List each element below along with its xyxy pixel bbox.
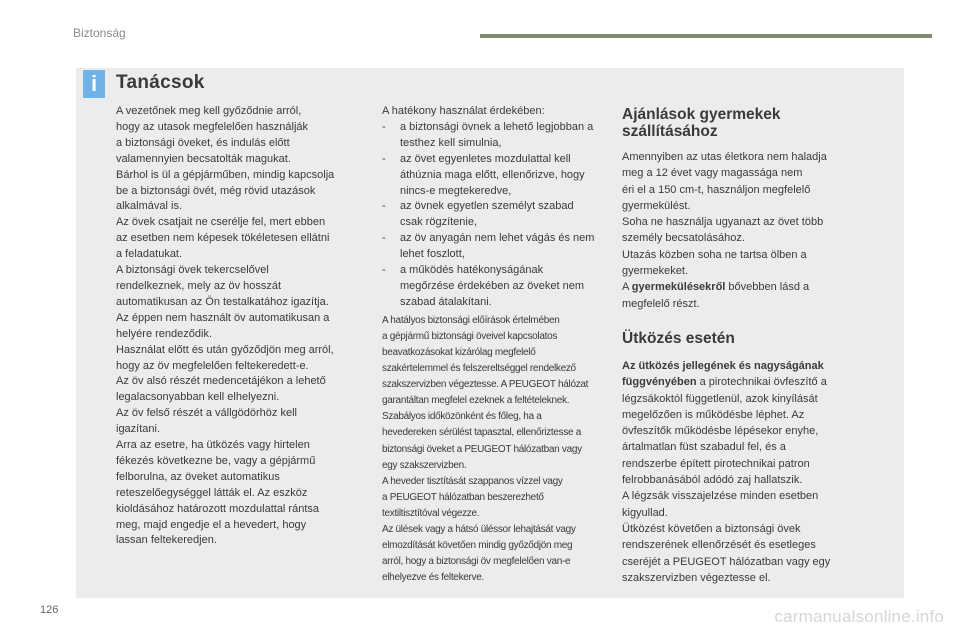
text-line: beavatkozásokat kizárólag megfelelő	[382, 346, 536, 358]
text-line: legalacsonyabban kell elhelyezni.	[116, 391, 280, 404]
text-line: arról, hogy a biztonsági öv megfelelően van-e	[382, 556, 571, 568]
text-line: fékezés következne be, vagy a gépjármű	[116, 454, 316, 467]
text-line: hevedereken sérülést tapasztal, ellenőriztesse a	[382, 427, 582, 439]
heading-line: szállításához	[622, 123, 718, 140]
text-line: szabad átalakítani.	[400, 295, 492, 308]
text-line: az esetben nem képesek tökéletesen ellátni	[116, 232, 330, 245]
panel-title: Tanácsok	[116, 72, 205, 93]
dash-bullet: -	[382, 120, 386, 133]
page-number: 126	[40, 604, 59, 616]
text-line: elhelyezve és feltekerve.	[382, 572, 485, 584]
text-line: elmozdítását követően mindig győződjön meg	[382, 540, 573, 552]
list-item	[382, 231, 627, 263]
text-line: alkalmával is.	[116, 200, 183, 213]
info-icon: i	[83, 70, 105, 98]
dash-bullet: -	[382, 152, 386, 165]
text-line: gyermekülést.	[622, 199, 691, 212]
text-line: Amennyiben az utas életkora nem haladja	[622, 151, 827, 163]
list-item	[382, 120, 627, 152]
text-line: A biztonsági övek tekercselővel	[116, 264, 269, 277]
section-label: Biztonság	[73, 26, 126, 40]
text-line: felborulna, az öveket automatikus	[116, 470, 280, 483]
text-line: hogy az utasok megfelelően használják	[116, 120, 309, 133]
text-line: nincs-e megtekeredve,	[400, 184, 512, 197]
text-line: szakszervizben végeztesse. A PEUGEOT hálózat	[382, 379, 589, 391]
text-line: légzsákoktól függetlenül, azok kinyílását	[622, 392, 818, 405]
text-line: egy szakszervizben.	[382, 459, 467, 471]
text-line: az öv anyagán nem lehet vágás és nem	[400, 232, 595, 245]
text-line: az övet egyenletes mozdulattal kell	[400, 152, 571, 165]
text-line: Szabályos időközönként és főleg, ha a	[382, 411, 542, 423]
text-line: lassan feltekeredjen.	[116, 534, 217, 547]
text-line: Az ütközés jellegének és nagyságának	[622, 359, 824, 372]
list-item-text	[400, 152, 627, 200]
dash-bullet: -	[382, 200, 386, 213]
text-line: A vezetőnek meg kell győződnie arról,	[116, 105, 302, 117]
text-line: függvényében a pirotechnikai övfeszítő a	[622, 376, 827, 389]
text-line: Az éppen nem használt öv automatikusan a	[116, 311, 330, 324]
text-line: meg, majd engedje el a hevedert, hogy	[116, 518, 307, 531]
collision-text	[622, 358, 890, 586]
column-3	[622, 104, 890, 586]
text-line: felrobbanásából adódó zaj hallatszik.	[622, 474, 803, 487]
text-line: a biztonsági öveket, és indulás előtt	[116, 136, 290, 149]
text-line: megelőzően is működésbe léphet. Az	[622, 408, 805, 421]
text-line: az övnek egyetlen személyt szabad	[400, 200, 574, 213]
text-line: be a biztonsági övét, még rövid utazások	[116, 184, 316, 197]
text-line: Az öv felső részét a vállgödörhöz kell	[116, 407, 297, 420]
text-line: textiltisztítóval végezze.	[382, 507, 480, 519]
text-line: A gyermekülésekről bővebben lásd a	[622, 281, 810, 294]
list-item	[382, 152, 627, 200]
text-line: A légzsák visszajelzése minden esetben	[622, 490, 819, 503]
list-item	[382, 263, 627, 311]
text-line: csak rögzítenie,	[400, 216, 478, 229]
column-1	[116, 104, 366, 549]
text-line: cseréjét a PEUGEOT hálózatban vagy egy	[622, 555, 831, 568]
text-line: övfeszítők működésbe lépésekor enyhe,	[622, 425, 819, 438]
text-line: gyermekeket.	[622, 265, 689, 278]
text-line: éri el a 150 cm-t, használjon megfelelő	[622, 183, 811, 196]
text-line: személy becsatolásához.	[622, 232, 745, 245]
text-line: a biztonsági övnek a lehető legjobban a	[400, 120, 594, 133]
text-line: kigyullad.	[622, 506, 668, 519]
child-transport-text	[622, 149, 890, 312]
text-line: Utazás közben soha ne tartsa ölben a	[622, 248, 807, 261]
text-line: garantáltan megfelel ezeknek a feltételeknek.	[382, 395, 570, 407]
text-line: a gépjármű biztonsági öveivel kapcsolatos	[382, 330, 558, 342]
child-transport-heading	[622, 106, 890, 140]
text-line: Arra az esetre, ha ütközés vagy hirtelen	[116, 439, 310, 452]
list-item	[382, 199, 627, 231]
text-line: szakszervizben végeztesse el.	[622, 571, 771, 584]
column-2	[382, 104, 627, 586]
text-line: valamennyien becsatolták magukat.	[116, 152, 291, 165]
list-item-text	[400, 199, 627, 231]
text-line: áthúznia maga előtt, ellenőrizve, hogy	[400, 168, 585, 181]
text-line: A heveder tisztítását szappanos vízzel vagy	[382, 475, 563, 487]
text-line: Bárhol is ül a gépjárműben, mindig kapcsolja	[116, 168, 335, 181]
text-line: biztonsági öveket a PEUGEOT hálózatban vagy	[382, 443, 582, 455]
text-line: automatikusan az Ön testalkatához igazítja.	[116, 295, 329, 308]
text-line: Az öv alsó részét medencetájékon a lehető	[116, 375, 326, 388]
text-line: Soha ne használja ugyanazt az övet több	[622, 216, 824, 229]
collision-heading: Ütközés esetén	[622, 329, 735, 347]
text-line: reteszelőegységgel látták el. Az eszköz	[116, 486, 308, 499]
text-line: rendelkeznek, mely az öv hosszát	[116, 279, 282, 292]
heading-line: Ajánlások gyermekek	[622, 106, 781, 123]
text-line: lehet foszlott,	[400, 248, 465, 261]
text-line: igazítani.	[116, 423, 161, 436]
service-note	[382, 313, 627, 587]
watermark: carmanualsonline.info	[774, 607, 944, 626]
text-line: rendszerbe épített pirotechnikai patron	[622, 457, 810, 470]
text-line: ártalmatlan füst szabadul fel, és a	[622, 441, 786, 454]
text-line: szakértelemmel és felszereltséggel rendelkező	[382, 363, 576, 375]
text-line: megőrzése érdekében az öveket nem	[400, 279, 585, 292]
text-line: testhez kell simulnia,	[400, 136, 502, 149]
list-item-text	[400, 120, 627, 152]
list-item-text	[400, 231, 627, 263]
text-line: meg a 12 évet vagy magassága nem	[622, 167, 803, 180]
list-item-text	[400, 263, 627, 311]
text-line: hogy az öv megfelelően feltekeredett-e.	[116, 359, 309, 372]
text-line: a feladatukat.	[116, 248, 183, 261]
dash-bullet: -	[382, 232, 386, 245]
col2-intro: A hatékony használat érdekében:	[382, 105, 545, 117]
text-line: Az övek csatjait ne cserélje fel, mert ebben	[116, 216, 326, 229]
dash-bullet: -	[382, 264, 386, 277]
header-accent-bar	[480, 34, 932, 38]
dash-list	[382, 120, 627, 311]
text-line: rendszerének ellenőrzését és esetleges	[622, 539, 816, 552]
text-line: A hatályos biztonsági előírások értelmében	[382, 314, 560, 326]
text-line: megfelelő részt.	[622, 297, 700, 310]
text-line: Ütközést követően a biztonsági övek	[622, 522, 801, 535]
text-line: a működés hatékonyságának	[400, 264, 544, 277]
text-line: kioldásához határozott mozdulattal rántsa	[116, 502, 320, 515]
text-line: Használat előtt és után győződjön meg arról,	[116, 343, 334, 356]
text-line: helyére rendeződik.	[116, 327, 213, 340]
text-line: Az ülések vagy a hátsó üléssor lehajtását vagy	[382, 524, 576, 535]
text-line: a PEUGEOT hálózatban beszerezhető	[382, 491, 544, 503]
